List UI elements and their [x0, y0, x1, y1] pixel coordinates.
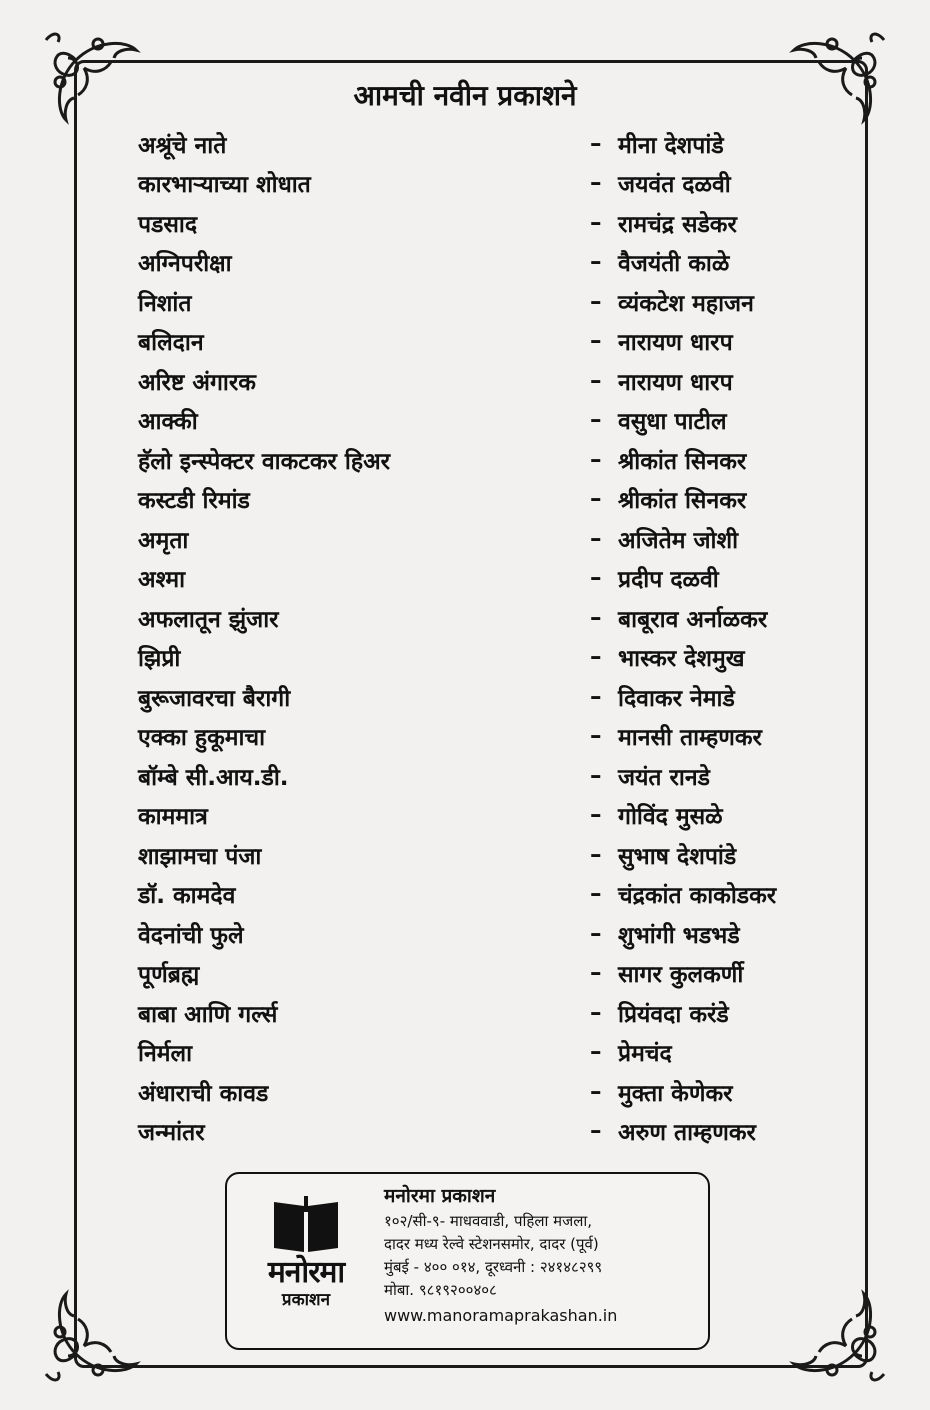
book-title: अंधाराची कावड — [138, 1080, 269, 1107]
book-title: पडसाद — [138, 211, 198, 238]
book-title: हॅलो इन्स्पेक्टर वाकटकर हिअर — [138, 448, 391, 475]
book-row — [138, 203, 838, 243]
book-row — [138, 717, 838, 757]
book-author: जयवंत दळवी — [618, 172, 731, 199]
book-row — [138, 677, 838, 717]
book-title: आक्की — [138, 409, 198, 436]
book-author: सागर कुलकर्णी — [618, 962, 744, 989]
dash-separator: – — [590, 802, 602, 829]
book-title: बुरूजावरचा बैरागी — [138, 685, 291, 712]
book-author: नारायण धारप — [618, 330, 733, 357]
book-row — [138, 480, 838, 520]
book-title: बॉम्बे सी.आय.डी. — [138, 764, 289, 791]
publisher-logo — [241, 1196, 371, 1324]
book-row — [138, 519, 838, 559]
book-row — [138, 401, 838, 441]
address-phone-line: मुंबई - ४०० ०१४, दूरध्वनी : २४१४८२९९ — [384, 1258, 603, 1276]
logo-subtitle: प्रकाशन — [281, 1290, 331, 1310]
book-title: अश्रूंचे नाते — [138, 132, 227, 159]
open-book-icon — [270, 1196, 342, 1254]
dash-separator: – — [590, 525, 602, 552]
book-author: प्रियंवदा करंडे — [618, 1001, 729, 1028]
book-title: डॉ. कामदेव — [138, 883, 236, 910]
dash-separator: – — [590, 328, 602, 355]
book-title: निशांत — [138, 290, 192, 317]
book-title: काममात्र — [138, 804, 208, 831]
mobile-number: मोबा. ९८१९२००४०८ — [384, 1281, 497, 1299]
book-author: अरुण ताम्हणकर — [618, 1120, 756, 1147]
book-author: प्रेमचंद — [618, 1041, 672, 1068]
website-link[interactable]: www.manoramaprakashan.in — [384, 1306, 618, 1325]
dash-separator: – — [590, 486, 602, 513]
book-author: श्रीकांत सिनकर — [618, 448, 747, 475]
book-author: रामचंद्र सडेकर — [618, 211, 737, 238]
logo-wordmark: मनोरमा — [267, 1255, 345, 1290]
book-author: प्रदीप दळवी — [618, 567, 719, 594]
book-author: दिवाकर नेमाडे — [618, 685, 735, 712]
book-author: वसुधा पाटील — [618, 409, 727, 436]
book-title: जन्मांतर — [138, 1120, 205, 1147]
publisher-info-box — [225, 1172, 710, 1350]
dash-separator: – — [590, 920, 602, 947]
book-row — [138, 993, 838, 1033]
dash-separator: – — [590, 999, 602, 1026]
dash-separator: – — [590, 288, 602, 315]
book-title: पूर्णब्रह्म — [138, 962, 200, 989]
book-row — [138, 835, 838, 875]
book-author: नारायण धारप — [618, 369, 733, 396]
book-row — [138, 1033, 838, 1073]
dash-separator: – — [590, 249, 602, 276]
book-author: शुभांगी भडभडे — [618, 922, 740, 949]
book-row — [138, 1072, 838, 1112]
dash-separator: – — [590, 1039, 602, 1066]
book-title: बलिदान — [138, 330, 204, 357]
dash-separator: – — [590, 565, 602, 592]
book-author: मानसी ताम्हणकर — [618, 725, 762, 752]
book-author: भास्कर देशमुख — [618, 646, 745, 673]
dash-separator: – — [590, 446, 602, 473]
book-title: शाझामचा पंजा — [138, 843, 262, 870]
dash-separator: – — [590, 407, 602, 434]
book-author: मीना देशपांडे — [618, 132, 724, 159]
book-row — [138, 361, 838, 401]
publisher-name: मनोरमा प्रकाशन — [384, 1185, 496, 1207]
book-title: अग्निपरीक्षा — [138, 251, 232, 278]
book-author: मुक्ता केणेकर — [618, 1080, 733, 1107]
book-row — [138, 914, 838, 954]
book-row — [138, 440, 838, 480]
book-author: वैजयंती काळे — [618, 251, 730, 278]
address-line: दादर मध्य रेल्वे स्टेशनसमोर, दादर (पूर्व) — [384, 1235, 599, 1253]
dash-separator: – — [590, 1078, 602, 1105]
book-title: वेदनांची फुले — [138, 922, 244, 949]
book-row — [138, 164, 838, 204]
book-row — [138, 124, 838, 164]
dash-separator: – — [590, 644, 602, 671]
book-author: गोविंद मुसळे — [618, 804, 723, 831]
corner-ornament-bottom-left — [36, 1264, 166, 1394]
book-row — [138, 875, 838, 915]
book-author: श्रीकांत सिनकर — [618, 488, 747, 515]
book-row — [138, 598, 838, 638]
book-title: झिप्री — [138, 646, 181, 673]
book-author: अजितेम जोशी — [618, 527, 739, 554]
dash-separator: – — [590, 604, 602, 631]
book-row — [138, 638, 838, 678]
dash-separator: – — [590, 841, 602, 868]
dash-separator: – — [590, 683, 602, 710]
book-author: बाबूराव अर्नाळकर — [618, 606, 768, 633]
dash-separator: – — [590, 1118, 602, 1145]
book-row — [138, 756, 838, 796]
dash-separator: – — [590, 209, 602, 236]
dash-separator: – — [590, 881, 602, 908]
dash-separator: – — [590, 170, 602, 197]
dash-separator: – — [590, 960, 602, 987]
dash-separator: – — [590, 367, 602, 394]
book-row — [138, 243, 838, 283]
dash-separator: – — [590, 723, 602, 750]
publisher-contact — [384, 1182, 704, 1327]
book-title: कारभाऱ्याच्या शोधात — [138, 172, 311, 199]
corner-ornament-bottom-right — [764, 1264, 894, 1394]
book-title: निर्मला — [138, 1041, 193, 1068]
address-line: १०२/सी-९- माधववाडी, पहिला मजला, — [384, 1212, 593, 1230]
book-author: चंद्रकांत काकोडकर — [618, 883, 777, 910]
book-title: बाबा आणि गर्ल्स — [138, 1001, 278, 1028]
book-title: अरिष्ट अंगारक — [138, 369, 256, 396]
book-title: कस्टडी रिमांड — [138, 488, 250, 515]
book-row — [138, 954, 838, 994]
book-title: अश्मा — [138, 567, 186, 594]
book-author: व्यंकटेश महाजन — [618, 290, 754, 317]
dash-separator: – — [590, 130, 602, 157]
book-title: अमृता — [138, 527, 189, 554]
book-row — [138, 282, 838, 322]
book-list — [138, 124, 838, 1151]
book-row — [138, 559, 838, 599]
page-title: आमची नवीन प्रकाशने — [353, 79, 577, 112]
book-title: एक्का हुकूमाचा — [138, 725, 266, 752]
book-author: सुभाष देशपांडे — [618, 843, 737, 870]
book-row — [138, 322, 838, 362]
book-title: अफलातून झुंजार — [138, 606, 279, 633]
book-row — [138, 796, 838, 836]
dash-separator: – — [590, 762, 602, 789]
book-author: जयंत रानडे — [618, 764, 710, 791]
book-row — [138, 1112, 838, 1152]
